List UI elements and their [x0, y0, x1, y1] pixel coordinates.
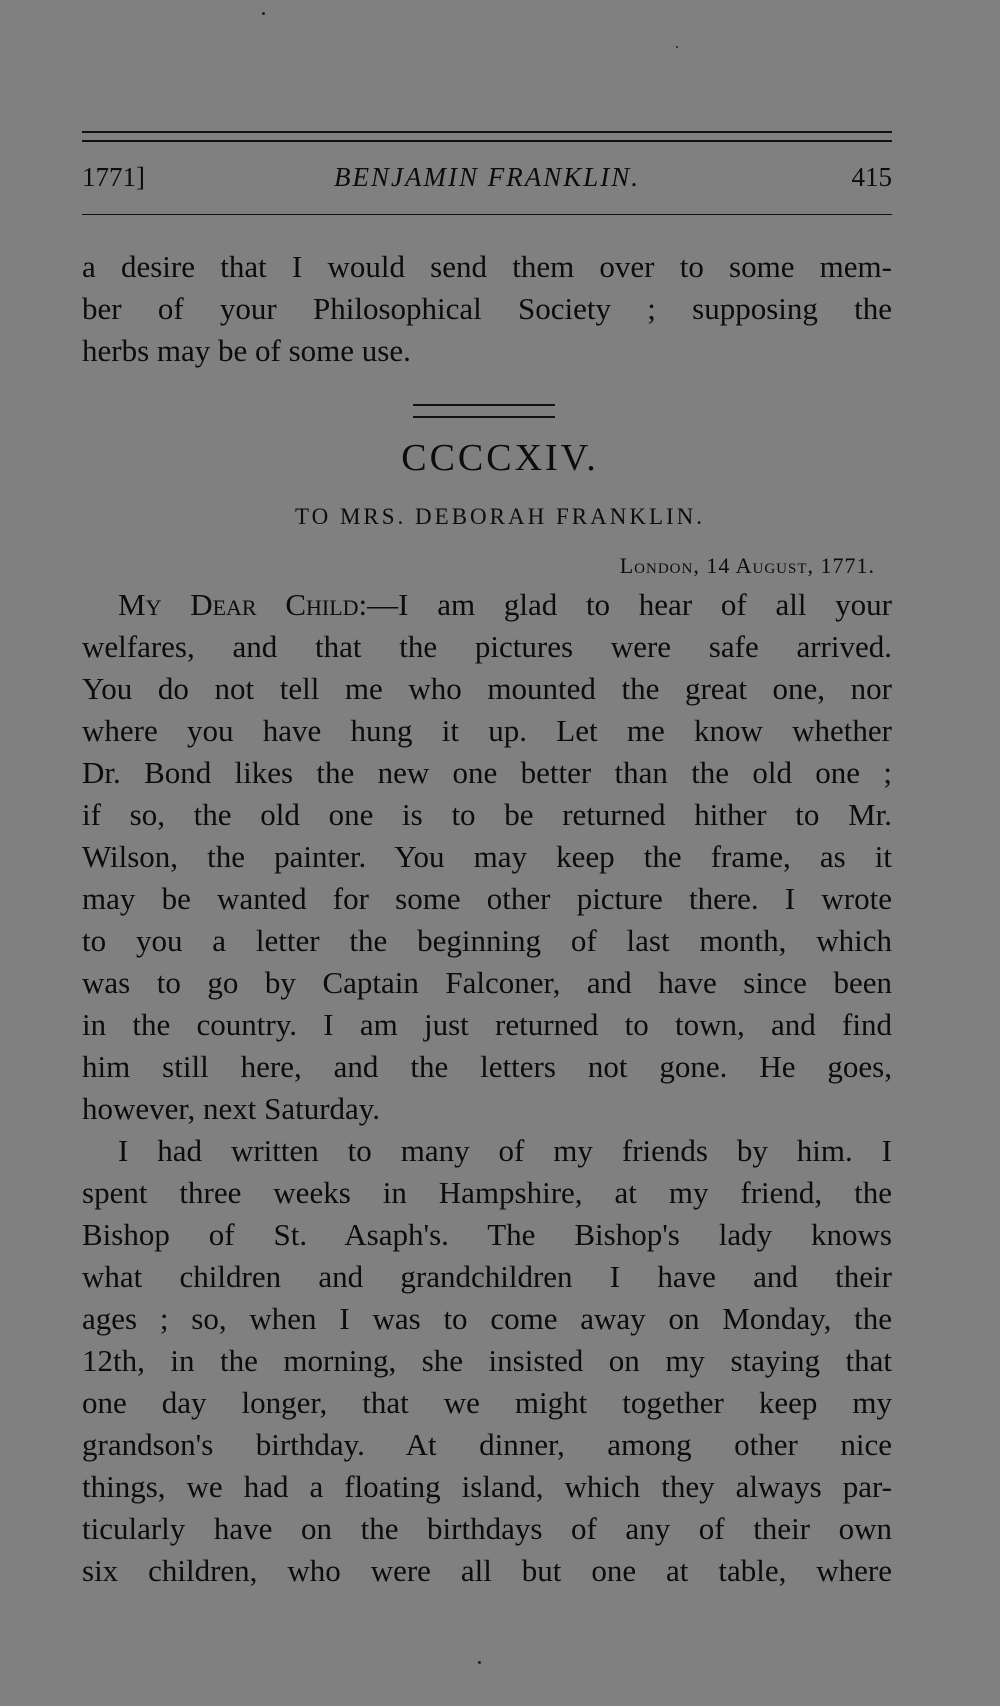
- text-line: if so, the old one is to be returned hither to Mr.: [82, 797, 892, 832]
- letter-paragraph-2: [82, 1130, 892, 1592]
- text-line: in the country. I am just returned to town, and find: [82, 1007, 892, 1042]
- text-line: 12th, in the morning, she insisted on my staying that: [82, 1343, 892, 1378]
- top-rule-secondary: [82, 140, 892, 142]
- scan-speck: [478, 1661, 481, 1664]
- letter-dateline: London, 14 August, 1771.: [619, 553, 875, 578]
- running-head: [82, 162, 892, 202]
- text-line: six children, who were all but one at table, where: [82, 1553, 892, 1588]
- text-line: things, we had a floating island, which they always par-: [82, 1469, 892, 1504]
- text-line: Wilson, the painter. You may keep the frame, as it: [82, 839, 892, 874]
- text-line: herbs may be of some use.: [82, 333, 411, 368]
- text-line: ticularly have on the birthdays of any of their own: [82, 1511, 892, 1546]
- text-line: what children and grandchildren I have and their: [82, 1259, 892, 1294]
- text-line: however, next Saturday.: [82, 1091, 381, 1126]
- text-line: Dr. Bond likes the new one better than the old one ;: [82, 755, 892, 790]
- section-separator: [413, 404, 555, 418]
- text-line: I had written to many of my friends by him. I: [118, 1133, 892, 1168]
- text-line: [82, 584, 892, 626]
- text-line: grandson's birthday. At dinner, among other nice: [82, 1427, 892, 1462]
- page-number: 415: [851, 162, 892, 192]
- letter-numeral: CCCCXIV.: [401, 437, 599, 479]
- text-line: to you a letter the beginning of last month, which: [82, 923, 892, 958]
- text-line: ber of your Philosophical Society ; supposing the: [82, 291, 892, 326]
- salutation-continuation: :—I am glad to hear of all your: [358, 587, 892, 622]
- text-line: was to go by Captain Falconer, and have since been: [82, 965, 892, 1000]
- text-line: one day longer, that we might together keep my: [82, 1385, 892, 1420]
- letter-addressee: TO MRS. DEBORAH FRANKLIN.: [294, 504, 706, 529]
- header-year: 1771]: [82, 162, 145, 192]
- scan-speck: [676, 46, 678, 48]
- scan-speck: [262, 12, 265, 15]
- text-line: where you have hung it up. Let me know whether: [82, 713, 892, 748]
- top-rule: [82, 131, 892, 133]
- letter-paragraph-1: [82, 584, 892, 1130]
- text-line: ages ; so, when I was to come away on Monday, the: [82, 1301, 892, 1336]
- text-line: may be wanted for some other picture there. I wrote: [82, 881, 892, 916]
- text-line: spent three weeks in Hampshire, at my friend, the: [82, 1175, 892, 1210]
- salutation: My Dear Child: [118, 587, 359, 622]
- text-line: You do not tell me who mounted the great one, nor: [82, 671, 892, 706]
- continuation-text: [82, 246, 892, 372]
- running-title: BENJAMIN FRANKLIN.: [334, 162, 640, 192]
- text-line: Bishop of St. Asaph's. The Bishop's lady knows: [82, 1217, 892, 1252]
- text-line: him still here, and the letters not gone. He goes,: [82, 1049, 892, 1084]
- text-line: a desire that I would send them over to some mem-: [82, 249, 892, 284]
- header-rule: [82, 214, 892, 215]
- text-line: welfares, and that the pictures were safe arrived.: [82, 629, 892, 664]
